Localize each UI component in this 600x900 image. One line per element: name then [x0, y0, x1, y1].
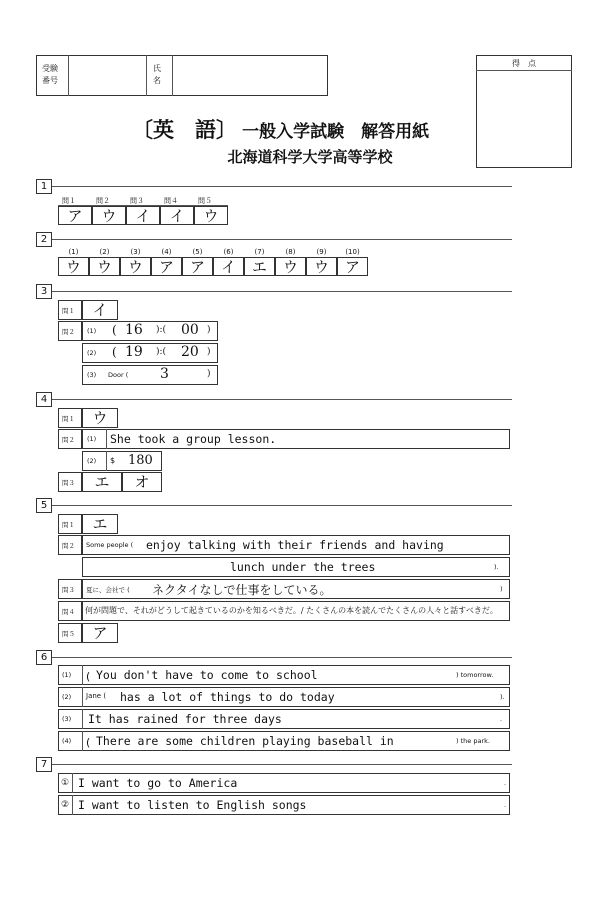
s2-answer-8: ウ — [275, 257, 306, 276]
s5-q2-answer-line1: enjoy talking with their friends and having — [146, 538, 444, 552]
s6-prefix-1: ( — [86, 670, 91, 683]
exam-number-box — [36, 55, 328, 96]
page-title: 〔英 語〕 一般入学試験 解答用紙 — [132, 118, 430, 142]
s1-answer-5: ウ — [194, 206, 228, 225]
s6-answer-3: It has rained for three days — [88, 712, 282, 726]
s7-label-2: ② — [61, 800, 70, 810]
s4-q2-2-answer: 180 — [128, 453, 153, 468]
s5-q4-answer: 何が問題で、それがどうして起きているのかを知るべきだ。/ たくさんの本を読んでたくさんの人々と話すべきだ。 — [85, 606, 498, 615]
s2-answer-3: ウ — [120, 257, 151, 276]
s3-q2-1-minute: 00 — [181, 322, 199, 338]
s5-q5-answer: ア — [82, 623, 118, 643]
s2-answer-7: エ — [244, 257, 275, 276]
s6-label-3: (3) — [62, 715, 72, 723]
section-7-number: 7 — [36, 757, 52, 772]
s2-answer-1: ウ — [58, 257, 89, 276]
s5-q2-answer-line2: lunch under the trees — [230, 560, 376, 574]
s6-label-2: (2) — [62, 693, 72, 701]
school-name: 北海道科学大学高等学校 — [227, 148, 393, 166]
score-box — [476, 55, 572, 168]
s3-q1-answer: イ — [82, 300, 118, 320]
s6-suffix-3: . — [500, 715, 503, 723]
s6-prefix-4: ( — [86, 736, 91, 749]
section-3-number: 3 — [36, 284, 52, 299]
s6-label-1: (1) — [62, 671, 72, 679]
s5-q3-answer: ネクタイなしで仕事をしている。 — [152, 583, 332, 597]
s2-answer-10: ア — [337, 257, 368, 276]
s1-label-1: 問１ — [62, 197, 76, 205]
s3-q2-1-hour: 16 — [125, 322, 143, 338]
s1-label-2: 問２ — [96, 197, 110, 205]
s2-label-8: (8) — [285, 248, 296, 256]
s1-answer-3: イ — [126, 206, 160, 225]
s2-label-6: (6) — [223, 248, 234, 256]
s2-label-2: (2) — [99, 248, 110, 256]
s6-prefix-2: Jane ( — [86, 692, 107, 700]
section-4-number: 4 — [36, 392, 52, 407]
s3-q2-3-door: 3 — [160, 366, 169, 382]
score-label: 得 点 — [512, 59, 536, 68]
s4-q3-answer-a: エ — [82, 472, 122, 492]
s6-suffix-4: ) the park. — [456, 737, 490, 745]
s2-label-5: (5) — [192, 248, 203, 256]
s4-q1-answer: ウ — [82, 408, 118, 428]
s5-q1-answer: エ — [82, 514, 118, 534]
s2-label-4: (4) — [161, 248, 172, 256]
s7-suffix-2: . — [504, 801, 507, 809]
s2-label-7: (7) — [254, 248, 265, 256]
s4-q3-answer-b: オ — [122, 472, 162, 492]
s3-q2-2-minute: 20 — [181, 344, 199, 360]
s1-answer-4: イ — [160, 206, 194, 225]
s7-suffix-1: . — [504, 779, 507, 787]
s2-label-1: (1) — [68, 248, 79, 256]
s6-answer-1: You don't have to come to school — [96, 668, 318, 682]
s2-label-10: (10) — [345, 248, 360, 256]
s2-answer-6: イ — [213, 257, 244, 276]
s3-q2-3-row — [82, 365, 218, 385]
s2-label-9: (9) — [316, 248, 327, 256]
exam-number-label: 受験 番号 — [42, 64, 58, 85]
s6-suffix-2: ). — [500, 693, 505, 701]
s6-label-4: (4) — [62, 737, 72, 745]
s2-answer-9: ウ — [306, 257, 337, 276]
s1-answer-1: ア — [58, 206, 92, 225]
s2-answer-5: ア — [182, 257, 213, 276]
s6-suffix-1: ) tomorrow. — [456, 671, 494, 679]
section-1-number: 1 — [36, 179, 52, 194]
s2-label-3: (3) — [130, 248, 141, 256]
s7-answer-1: I want to go to America — [78, 776, 238, 790]
s6-answer-2: has a lot of things to do today — [120, 690, 335, 704]
name-label: 氏 名 — [153, 64, 161, 85]
section-5-number: 5 — [36, 498, 52, 513]
s1-label-5: 問５ — [198, 197, 212, 205]
s7-label-1: ① — [61, 778, 70, 788]
section-6-number: 6 — [36, 650, 52, 665]
s7-answer-2: I want to listen to English songs — [78, 798, 307, 812]
section-2-number: 2 — [36, 232, 52, 247]
s4-q2-1-answer: She took a group lesson. — [110, 432, 277, 446]
s1-label-4: 問４ — [164, 197, 178, 205]
s3-q2-2-hour: 19 — [125, 344, 143, 360]
s1-label-3: 問３ — [130, 197, 144, 205]
s2-answer-2: ウ — [89, 257, 120, 276]
s2-answer-4: ア — [151, 257, 182, 276]
s1-answer-2: ウ — [92, 206, 126, 225]
s6-answer-4: There are some children playing baseball in — [96, 734, 394, 748]
